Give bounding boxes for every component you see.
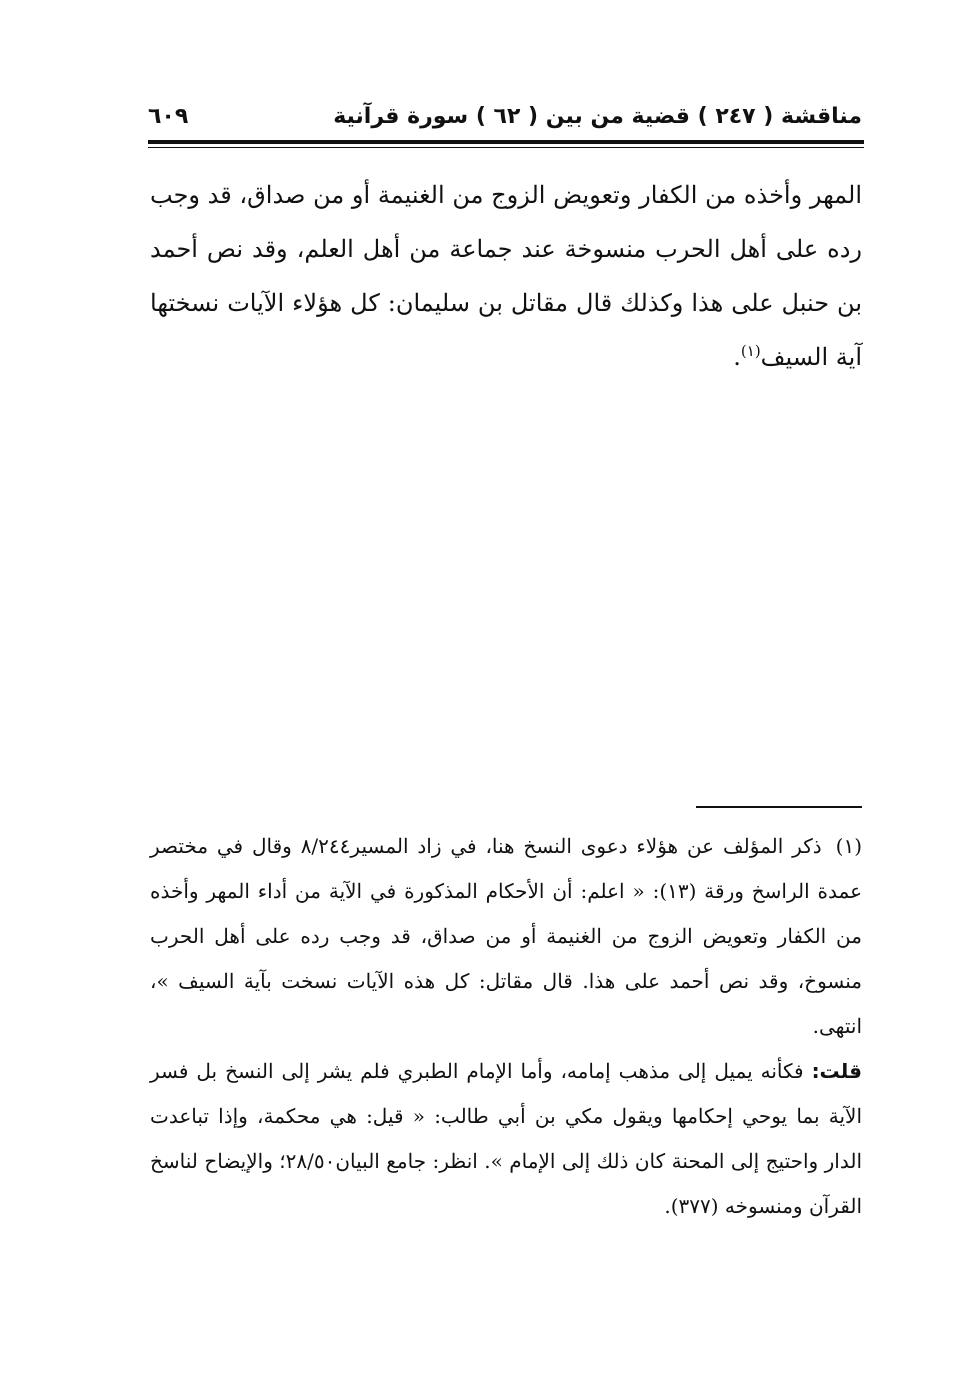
page-number: ٦٠٩: [148, 104, 189, 129]
footnotes: [150, 824, 862, 1229]
footnote-comment: [150, 1049, 862, 1229]
footnote-comment-text: فكأنه يميل إلى مذهب إمامه، وأما الإمام الطبري فلم يشر إلى النسخ بل فسر الآية بما يوحي إحكامها ويقول مكي بن أبي طالب: « قيل: هي محكمة، وإذا تباعدت الدار واحتيج إلى المحنة كان ذلك إلى الإمام ». انظر: جامع البيان٢٨/٥٠؛ والإيضاح لناسخ القرآن ومنسوخه (٣٧٧).: [150, 1059, 862, 1218]
footnote-1-number: (١): [835, 834, 862, 858]
main-paragraph-text: المهر وأخذه من الكفار وتعويض الزوج من الغنيمة أو من صداق، قد وجب رده على أهل الحرب منسوخة عند جماعة من أهل العلم، وقد نص أحمد بن حنبل على هذا وكذلك قال مقاتل بن سليمان: كل هؤلاء الآيات نسختها آية السيف: [150, 181, 862, 371]
footnote-1: [150, 824, 862, 1049]
qultu-label: قلت:: [811, 1059, 862, 1083]
main-paragraph: [150, 168, 862, 384]
page-header: [148, 104, 862, 134]
header-rule-thin: [148, 147, 864, 148]
footnote-1-text: ذكر المؤلف عن هؤلاء دعوى النسخ هنا، في زاد المسير٨/٢٤٤ وقال في مختصر عمدة الراسخ ورقة (١٣): « اعلم: أن الأحكام المذكورة في الآية من أداء المهر وأخذه من الكفار وتعويض الزوج من الغنيمة أو من صداق، قد وجب رده على أهل الحرب منسوخ، وقد نص أحمد على هذا. قال مقاتل: كل هذه الآيات نسخت بآية السيف »، انتهى.: [150, 834, 863, 1038]
footnote-marker: (١): [740, 342, 761, 360]
running-title: مناقشة ( ٢٤٧ ) قضية من بين ( ٦٢ ) سورة قرآنية: [333, 104, 862, 129]
header-rule-thick: [148, 140, 864, 144]
main-text: [150, 168, 862, 384]
footnote-separator: [696, 806, 862, 808]
end-punctuation: .: [733, 343, 741, 371]
